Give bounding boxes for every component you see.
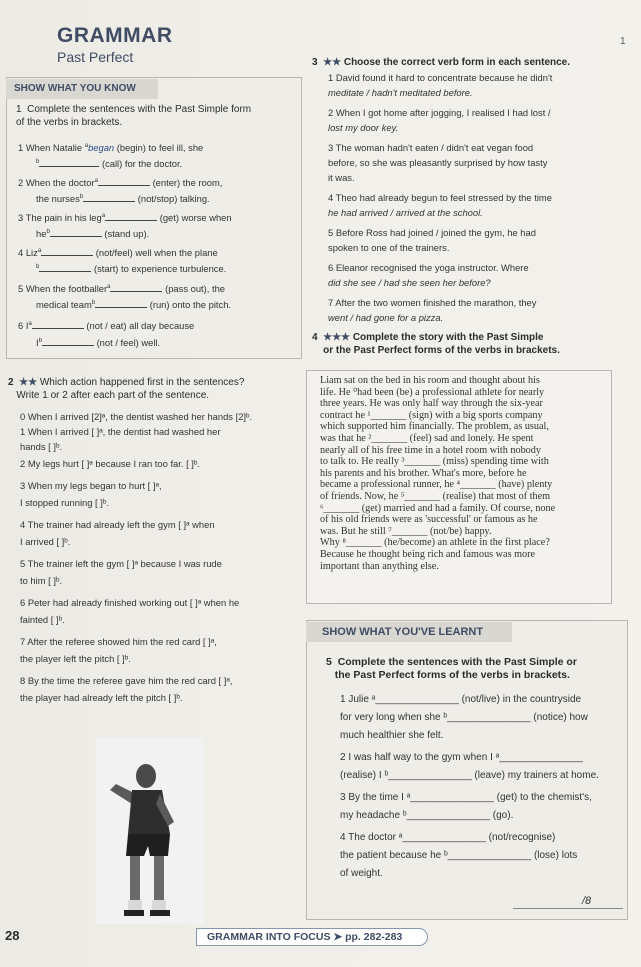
ex3-line: before, so she was pleasantly surprised by how tasty (328, 157, 548, 168)
exercise-5-instruction: 5 Complete the sentences with the Past Simple or the Past Perfect forms of the verbs in brackets. (326, 656, 577, 681)
ex3-line: spoken to one of the trainers. (328, 242, 450, 253)
ex2-line: hands [ ]ᵇ. (20, 441, 63, 452)
score-total: /8 (582, 895, 592, 907)
ex3-line[interactable]: did she see / had she seen her before? (328, 277, 491, 288)
story-line[interactable]: contract he ¹_______ (sign) with a big sports company (320, 409, 543, 421)
ex3-line[interactable]: he had arrived / arrived at the school. (328, 207, 483, 218)
ex5-line[interactable]: 2 I was half way to the gym when I ᵃ_______________ (340, 752, 583, 763)
answer-blank[interactable] (105, 212, 157, 221)
score-divider (513, 908, 623, 909)
ex2-line: 6 Peter had already finished working out [ ]ᵃ when he (20, 597, 240, 608)
ex5-line[interactable]: my headache ᵇ_______________ (go). (340, 810, 514, 821)
ex2-line: the player left the pitch [ ]ᵇ. (20, 653, 131, 664)
ex5-line: of weight. (340, 868, 383, 879)
answer-blank[interactable] (41, 247, 93, 256)
answer-blank[interactable] (95, 299, 147, 308)
ex3-line[interactable]: 3 The woman hadn't eaten / didn't eat vegan food (328, 142, 534, 153)
ex2-line: 1 When I arrived [ ]ᵃ, the dentist had washed her (20, 426, 221, 437)
ex3-line: 4 Theo had already begun to feel stressed by the time (328, 192, 552, 203)
answer-blank[interactable] (39, 263, 91, 272)
ex5-line[interactable]: 1 Julie ᵃ_______________ (not/live) in the countryside (340, 694, 582, 705)
ex1-item-1: 1 When Natalie $^a$began (begin) to feel ill, she (18, 142, 204, 154)
ex5-line[interactable]: 4 The doctor ᵃ_______________ (not/recognise) (340, 832, 556, 843)
ex3-line: 2 When I got home after jogging, I realised I had lost / (328, 107, 551, 118)
ex3-line[interactable]: 5 Before Ross had joined / joined the gym, he had (328, 227, 536, 238)
answer-blank[interactable] (39, 158, 99, 167)
ex2-line: 5 The trainer left the gym [ ]ᵃ because I was rude (20, 558, 222, 569)
difficulty-stars: ★★ (19, 377, 38, 388)
story-line: his parents and his brother. What's more, before he (320, 467, 527, 479)
ex1-item-4b: $^b$ (start) to experience turbulence. (36, 263, 227, 275)
difficulty-stars: ★★ (323, 57, 342, 68)
exercise-number: 1 (16, 104, 22, 115)
story-line: Liam sat on the bed in his room and thought about his (320, 375, 540, 386)
answer-blank[interactable] (110, 283, 162, 292)
ex1-item-6b: $I^b$ (not / feel) well. (36, 337, 161, 349)
handwritten-answer: began (88, 142, 115, 154)
ex3-line[interactable]: lost my door key. (328, 122, 399, 133)
ex1-item-4: 4 Liz$^a$ (not/feel) well when the plane (18, 247, 218, 259)
exercise-3-list (328, 72, 552, 327)
story-line: three years. He was only half way through the six-year (320, 398, 543, 410)
exercise-1-instruction: 1 Complete the sentences with the Past Simple form of the verbs in brackets. (16, 104, 252, 128)
exercise-2-list (20, 411, 252, 709)
answer-blank[interactable] (32, 320, 84, 329)
story-line[interactable]: to talk to. He really ³_______ (miss) spending time with (320, 456, 549, 468)
exercise-4-instruction: 4 ★★★ Complete the story with the Past Simple or the Past Perfect forms of the verbs in brackets. (312, 332, 560, 356)
show-what-youve-learnt-tab: SHOW WHAT YOU'VE LEARNT (306, 622, 512, 642)
ex3-line: 7 After the two women finished the marathon, they (328, 297, 537, 308)
ex2-line: 2 My legs hurt [ ]ᵃ because I ran too far. [ ]ᵇ. (20, 458, 201, 469)
ex2-line: 0 When I arrived [2]ᵃ, the dentist washed her hands [2]ᵇ. (20, 411, 253, 422)
answer-blank[interactable] (50, 228, 102, 237)
show-what-you-know-tab: SHOW WHAT YOU KNOW (6, 79, 158, 99)
ex5-line[interactable]: 3 By the time I ᵃ_______________ (get) to the chemist's, (340, 792, 592, 803)
story-line: life. He ⁰had been (be) a professional athlete for nearly (320, 386, 545, 398)
ex3-line: 6 Eleanor recognised the yoga instructor. Where (328, 262, 529, 273)
ex2-line: 7 After the referee showed him the red card [ ]ᵃ, (20, 636, 217, 647)
ex2-line: fainted [ ]ᵇ. (20, 614, 65, 625)
difficulty-stars: ★★★ (323, 332, 351, 343)
answer-blank[interactable] (42, 337, 94, 346)
story-line[interactable]: became a professional runner, he ⁴_______ (have) plenty (320, 479, 553, 491)
ex2-line: I arrived [ ]ᵇ. (20, 536, 71, 547)
exercise-3-instruction: 3 ★★ Choose the correct verb form in each sentence. (312, 57, 571, 68)
story-line: of his old friends were as 'successful' or famous as he (320, 514, 538, 526)
story-line: which supported him financially. The problem, as usual, (320, 421, 549, 433)
ex5-line[interactable]: (realise) I ᵇ_______________ (leave) my trainers at home. (340, 770, 599, 781)
page-subtitle: Past Perfect (57, 49, 134, 65)
ex3-line: 1 David found it hard to concentrate because he didn't (328, 72, 553, 83)
story-line[interactable]: was. But he still ⁷_______ (not/be) happy. (320, 525, 492, 537)
ex1-item-2: 2 When the doctor$^a$ (enter) the room, (18, 177, 223, 189)
story-line: important than anything else. (320, 560, 439, 572)
ex5-line[interactable]: the patient because he ᵇ_______________ (lose) lots (340, 850, 578, 861)
ex1-item-1b: $^b$ (call) for the doctor. (36, 158, 183, 170)
grammar-into-focus-link[interactable]: GRAMMAR INTO FOCUS ➤ pp. 282-283 (196, 928, 428, 946)
ex2-line: 4 The trainer had already left the gym [ ]ᵃ when (20, 519, 215, 530)
ex2-line: to him [ ]ᵇ. (20, 575, 63, 586)
story-line: nearly all of his free time in a hotel room with nobody (320, 444, 541, 456)
ex2-line: 8 By the time the referee gave him the red card [ ]ᵃ, (20, 675, 233, 686)
story-text (320, 375, 555, 572)
ex3-line[interactable]: went / had gone for a pizza. (328, 312, 444, 323)
ex5-line[interactable]: for very long when she ᵇ_______________ (notice) how (340, 712, 588, 723)
story-line[interactable]: was that he ²_______ (feel) sad and lonely. He spent (320, 432, 534, 444)
athlete-photo (96, 738, 204, 924)
answer-blank[interactable] (83, 193, 135, 202)
page-number: 28 (5, 928, 20, 943)
athlete-illustration (96, 738, 204, 924)
story-line[interactable]: ⁶_______ (get) married and had a family. Of course, none (320, 502, 556, 514)
ex1-item-2b: the nurses$^b$ (not/stop) talking. (36, 193, 210, 205)
exercise-2-instruction: 2 ★★ Which action happened first in the sentences? Write 1 or 2 after each part of the sentence. (8, 377, 245, 401)
ex1-item-3b: $he^b$ (stand up). (36, 228, 150, 240)
ex2-line: the player had already left the pitch [ ]ᵇ. (20, 692, 183, 703)
story-line: Because he thought being rich and famous was more (320, 548, 536, 560)
exercise-5-list (340, 694, 599, 886)
ex2-line: 3 When my legs began to hurt [ ]ᵃ, (20, 480, 162, 491)
ex1-item-3: 3 The pain in his leg$^a$ (get) worse when (18, 212, 232, 224)
page-title: GRAMMAR (57, 24, 173, 47)
ex3-line: it was. (328, 172, 355, 183)
answer-blank[interactable] (98, 177, 150, 186)
ex1-item-6: 6 $I^a$ (not / eat) all day because (18, 320, 195, 332)
ex5-line: much healthier she felt. (340, 730, 444, 741)
story-line[interactable]: of friends. Now, he ⁵_______ (realise) that most of them (320, 490, 551, 502)
ex1-item-5: 5 When the footballer$^a$ (pass out), the (18, 283, 226, 295)
story-line[interactable]: Why ⁸_______ (he/become) an athlete in the first place? (320, 537, 550, 549)
ex3-line[interactable]: meditate / hadn't meditated before. (328, 87, 473, 98)
ex2-line: I stopped running [ ]ᵇ. (20, 497, 110, 508)
ex1-item-5b: medical team$^b$ (run) onto the pitch. (36, 299, 232, 311)
page-marker: 1 (620, 36, 626, 47)
